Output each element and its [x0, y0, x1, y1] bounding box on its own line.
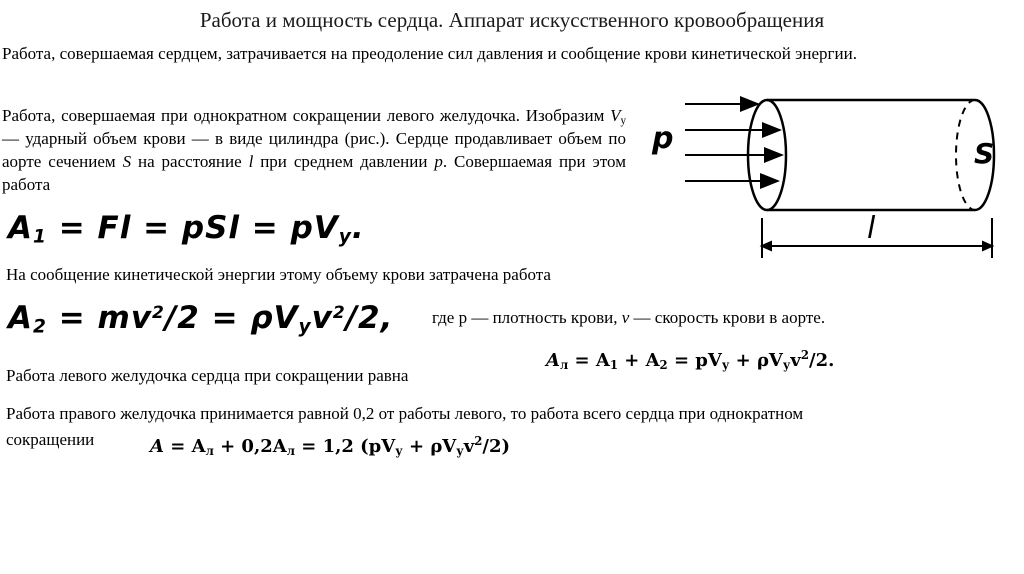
f2-part3: v	[311, 300, 333, 336]
f2-sup1: 2	[152, 302, 165, 323]
f1-body: = Fl = pSl = pV	[46, 210, 339, 246]
right-ventricle-text: Работа правого желудочка принимается равной 0,2 от работы левого, то работа всего сердца при однократном	[6, 404, 804, 423]
f3-sup: 2	[800, 347, 809, 362]
f2-a-sub: 2	[33, 316, 47, 338]
f4-sup: 2	[474, 433, 483, 448]
f2-part1: = mv	[46, 300, 153, 336]
where-text	[432, 308, 825, 328]
f1-a-sub: 1	[33, 226, 47, 248]
formula-al	[546, 347, 835, 372]
para2-text-5: . Совершаемая при этом работа	[2, 152, 626, 194]
left-ventricle-text: Работа левого желудочка сердца при сокращении равна	[6, 366, 409, 385]
para2-text-3: на расстояние	[131, 152, 249, 171]
f3-a-sub: л	[559, 357, 569, 372]
para2-s: S	[122, 152, 132, 171]
f2-a: A	[8, 300, 33, 336]
f3-s4: у	[782, 357, 791, 372]
f3-p5: v	[790, 350, 801, 371]
length-dimension	[762, 218, 992, 258]
f4-s4: у	[456, 443, 464, 458]
label-l: l	[867, 211, 876, 246]
cylinder-paragraph	[2, 104, 626, 196]
f3-p3: = pV	[667, 350, 722, 371]
formula-a-total	[150, 433, 510, 458]
f3-p4: + ρV	[729, 350, 783, 371]
f3-s3: у	[721, 357, 730, 372]
label-s: S	[974, 137, 995, 170]
where-text-2: — скорость крови в аорте.	[629, 308, 826, 327]
formula-a1	[8, 210, 365, 246]
kinetic-text: На сообщение кинетической энергии этому объему крови затрачена работа	[6, 265, 551, 284]
f4-p3: = 1,2 (pV	[294, 436, 396, 457]
f4-p5: v	[463, 436, 475, 457]
f4-p2: + 0,2A	[213, 436, 287, 457]
intro-paragraph: Работа, совершаемая сердцем, затрачивается на преодоление сил давления и сообщение крови кинетической энергии.	[2, 44, 857, 63]
where-v: v	[621, 308, 630, 327]
f4-a: A	[150, 436, 164, 457]
page-title: Работа и мощность сердца. Аппарат искусственного кровообращения	[199, 8, 825, 32]
f3-s2: 2	[659, 357, 668, 372]
f3-p1: = A	[568, 350, 610, 371]
f4-s2: л	[286, 443, 295, 458]
cylinder-back-edge	[956, 100, 975, 210]
f4-end: /2)	[482, 436, 510, 457]
f3-end: /2.	[809, 350, 835, 371]
f1-a: A	[8, 210, 33, 246]
para2-v: V	[610, 106, 621, 125]
f3-p2: + A	[617, 350, 660, 371]
para2-v-sub: у	[620, 114, 626, 127]
f2-v-sub: у	[298, 316, 312, 338]
label-p: p	[652, 121, 674, 156]
cylinder-body	[748, 100, 994, 210]
where-text-1: где р — плотность крови,	[432, 308, 622, 327]
f2-end: /2,	[345, 300, 394, 336]
f4-s1: л	[205, 443, 214, 458]
f4-p1: = A	[163, 436, 206, 457]
f4-s3: у	[395, 443, 403, 458]
f3-a: A	[546, 350, 560, 371]
para2-text-1: Работа, совершаемая при однократном сокращении левого желудочка. Изобразим	[2, 106, 611, 125]
para2-text-2: — ударный объем крови — в виде цилиндра (рис.). Сердце продавливает объем по аорте сечением	[2, 129, 626, 171]
pressure-arrows	[685, 104, 782, 181]
cylinder-diagram	[640, 88, 1010, 268]
f3-s1: 1	[609, 357, 618, 372]
para2-p: p	[434, 152, 443, 171]
f1-end: .	[351, 210, 365, 246]
contraction-text: сокращении	[6, 430, 95, 449]
f2-sup2: 2	[332, 302, 346, 323]
para2-text-4: при среднем давлении	[253, 152, 435, 171]
para2-l: l	[248, 152, 254, 171]
f1-v-sub: у	[338, 226, 352, 248]
f2-part2: /2 = ρV	[164, 300, 299, 336]
formula-a2	[8, 300, 393, 336]
f4-p4: + ρV	[402, 436, 457, 457]
